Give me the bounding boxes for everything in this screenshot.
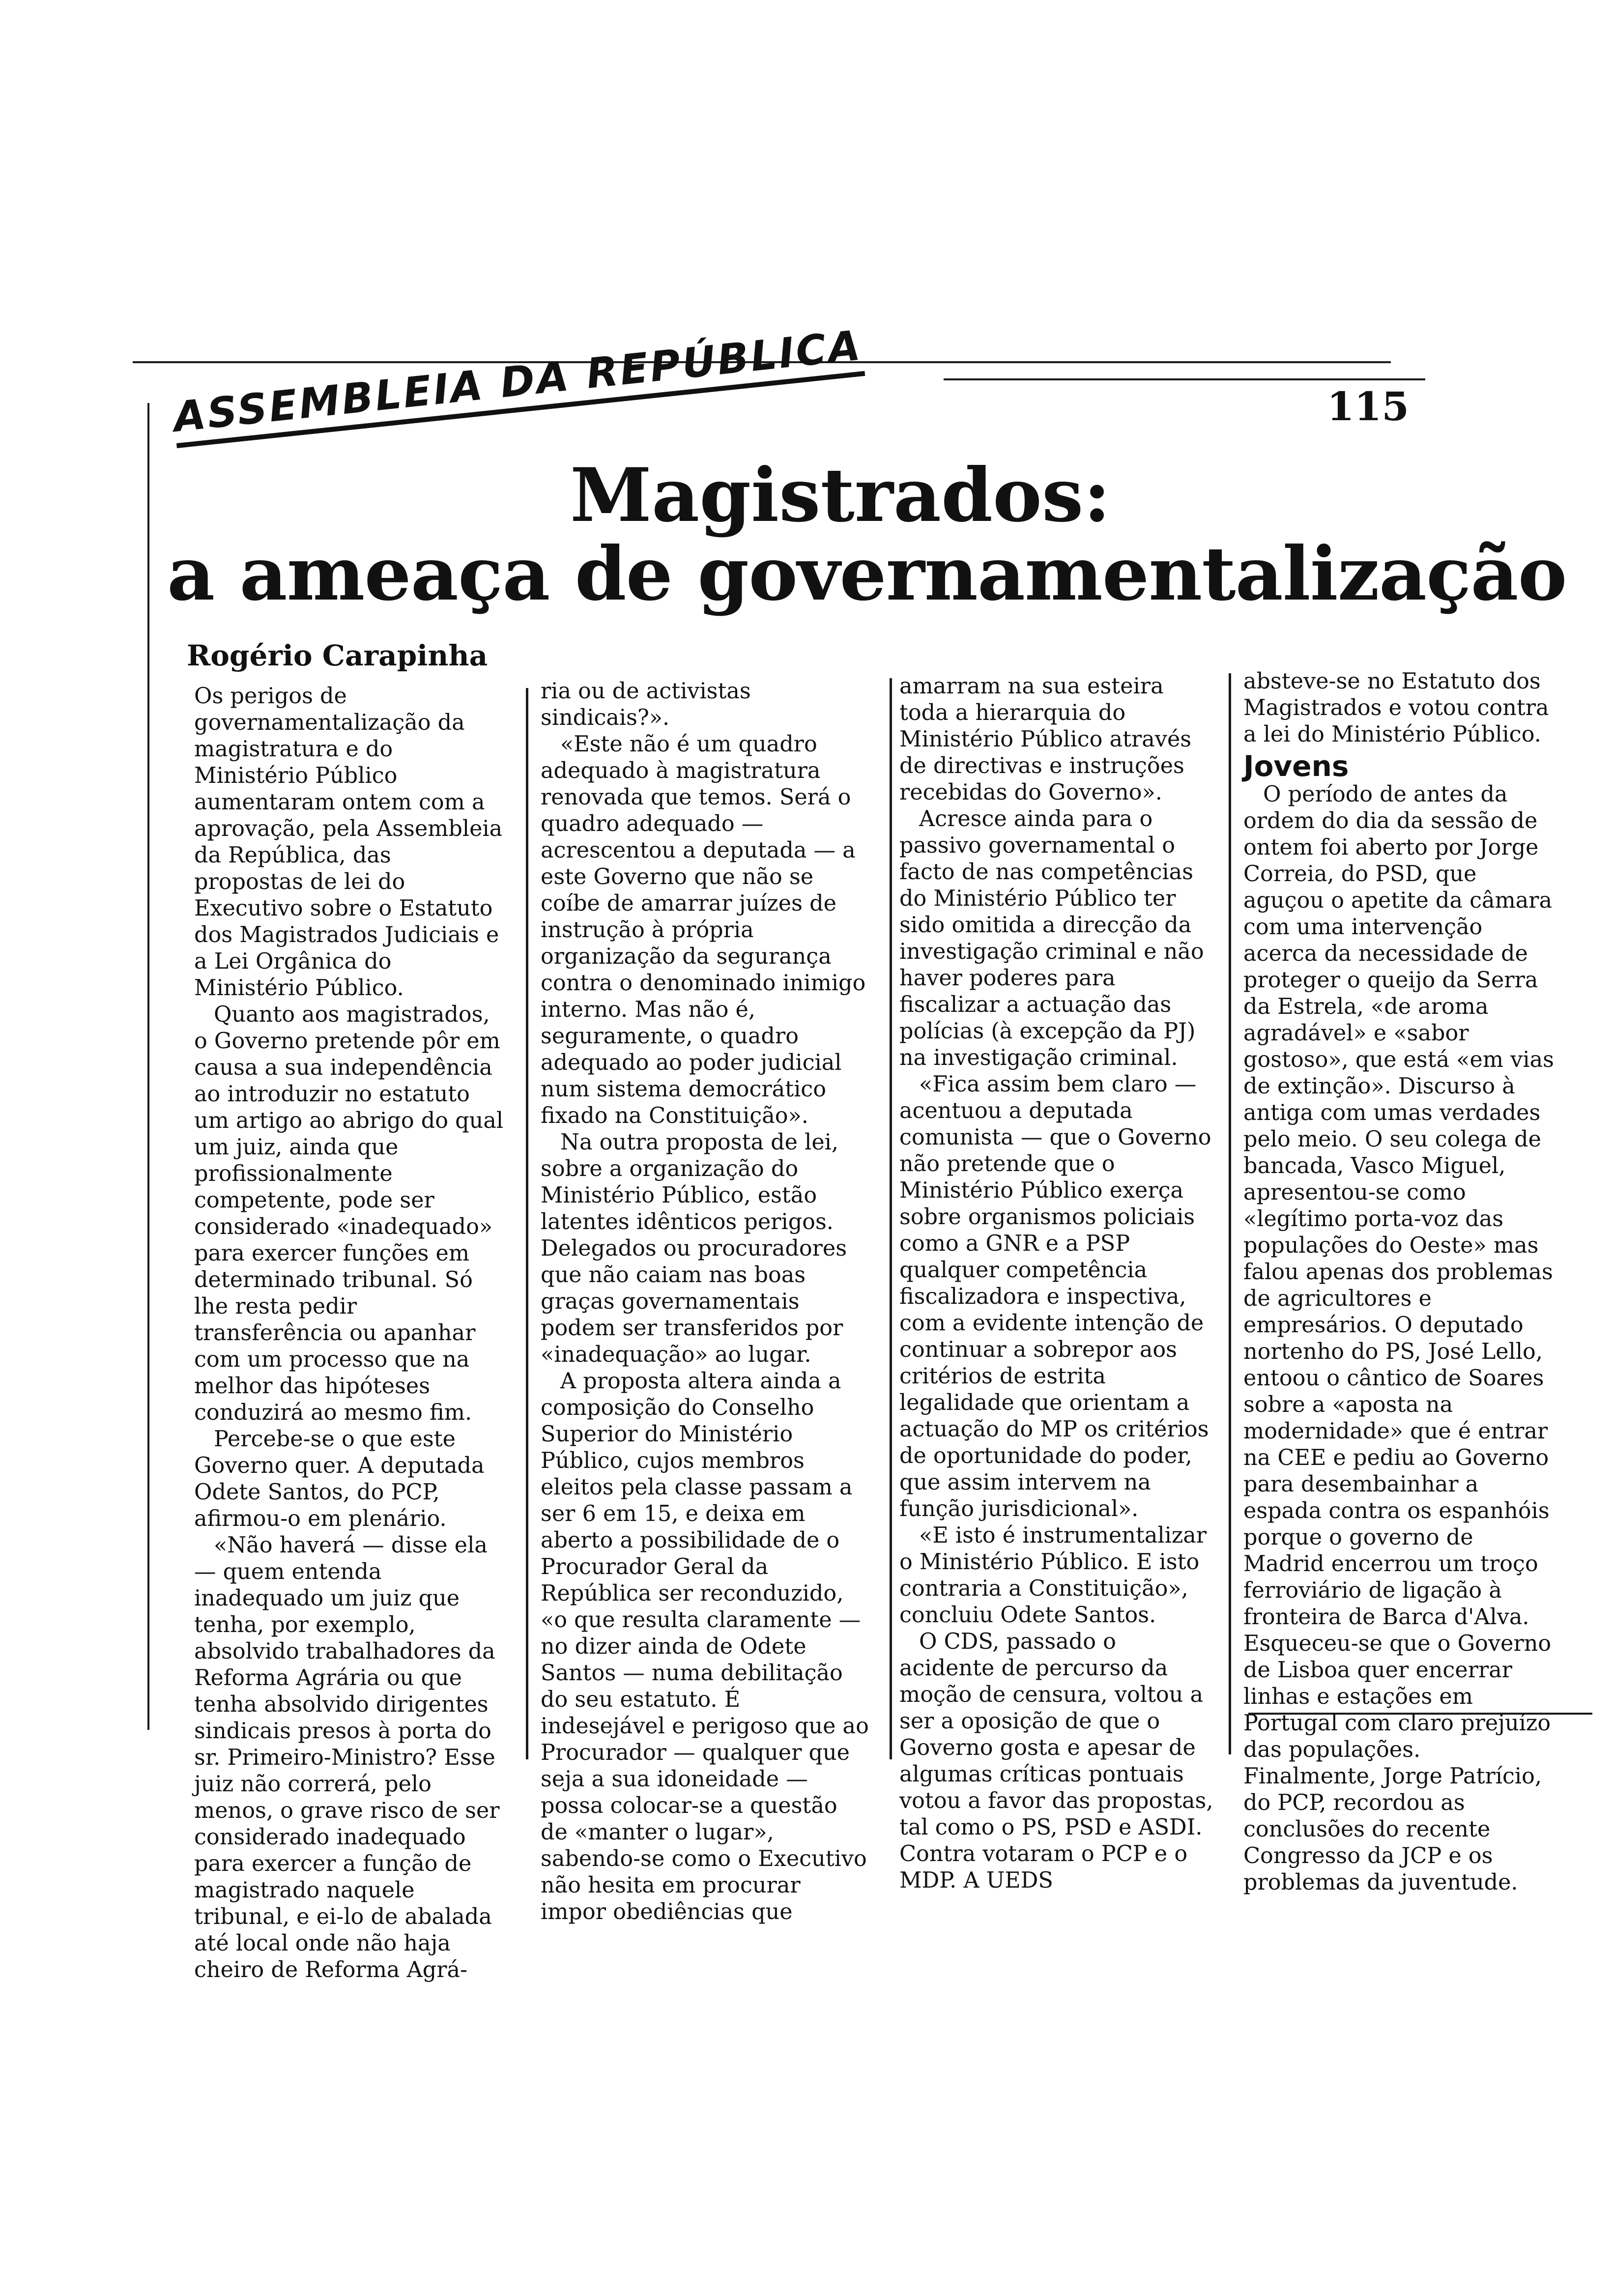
paragraph: amarram na sua esteira toda a hierarquia do Ministério Público através de directivas e instruções recebidas do Governo».	[899, 674, 1192, 805]
column-divider-3	[1229, 673, 1231, 1754]
article-column-2	[541, 678, 870, 1925]
headline-line-2: a ameaça de governamentalização	[167, 531, 1567, 617]
byline: Rogério Carapinha	[187, 639, 488, 672]
paragraph: absteve-se no Estatuto dos Magistrados e votou contra a lei do Ministério Público.	[1243, 669, 1549, 747]
article-column-3	[899, 673, 1214, 1894]
paragraph: Os perigos de governamentalização da magistratura e do Ministério Público aumentaram ontem com a aprovação, pela Assembleia da República, das propostas de lei do Executivo sobre o Estatuto dos Magistrados Judiciais e a Lei Orgânica do Ministério Público.	[194, 684, 503, 1001]
paragraph: Na outra proposta de lei, sobre a organização do Ministério Público, estão latentes idênticos perigos. Delegados ou procuradores que não caiam nas boas graças governamentais podem ser transferidos por «inadequação» ao lugar.	[541, 1130, 847, 1367]
header-rule-right	[944, 378, 1425, 380]
paragraph: O período de antes da ordem do dia da sessão de ontem foi aberto por Jorge Correia, do PSD, que aguçou o apetite da câmara com uma intervenção acerca da necessidade de proteger o queijo da Serra da Estrela, «de aroma agradável» e «sabor gostoso», que está «em vias de extinção». Discurso à antiga com umas verdades pelo meio. O seu colega de bancada, Vasco Miguel, apresentou-se como «legítimo porta-voz das populações do Oeste» mas falou apenas dos problemas de agricultores e empresários. O deputado nortenho do PS, José Lello, entoou o cântico de Soares sobre a «aposta na modernidade» que é entrar na CEE e pediu ao Governo para desembainhar a espada contra os espanhóis porque o governo de Madrid encerrou um troço ferroviário de ligação à fronteira de Barca d'Alva. Esqueceu-se que o Governo de Lisboa quer encerrar linhas e estações em Portugal com claro prejuízo das populações. Finalmente, Jorge Patrício, do PCP, recordou as conclusões do recente Congresso da JCP e os problemas da juventude.	[1243, 782, 1554, 1895]
paragraph: «Fica assim bem claro — acentuou a deputada comunista — que o Governo não pretende que o Ministério Público exerça sobre organismos policiais como a GNR e a PSP qualquer competência fiscalizadora e inspectiva, com a evidente intenção de continuar a sobrepor aos critérios de estrita legalidade que orientam a actuação do MP os critérios de oportunidade do poder, que assim intervem na função jurisdicional».	[899, 1072, 1211, 1521]
paragraph: «E isto é instrumentalizar o Ministério Público. E isto contraria a Constituição», concluiu Odete Santos.	[899, 1523, 1207, 1628]
paragraph: Quanto aos magistrados, o Governo pretende pôr em causa a sua independência ao introduzir no estatuto um artigo ao abrigo do qual um juiz, ainda que profissionalmente competente, pode ser considerado «inadequado» para exercer funções em determinado tribunal. Só lhe resta pedir transferência ou apanhar com um processo que na melhor das hipóteses conduzirá ao mesmo fim.	[194, 1002, 504, 1425]
subheading: Jovens	[1243, 749, 1349, 783]
paragraph: O CDS, passado o acidente de percurso da moção de censura, voltou a ser a oposição de que o Governo gosta e apesar de algumas críticas pontuais votou a favor das propostas, tal como o PS, PSD e ASDI. Contra votaram o PCP e o MDP. A UEDS	[899, 1629, 1213, 1893]
section-kicker: ASSEMBLEIA DA REPÚBLICA	[171, 321, 865, 448]
page-number-stamp: 115	[1327, 383, 1409, 430]
paragraph: ria ou de activistas sindicais?».	[541, 679, 751, 730]
headline-line-1: Magistrados:	[570, 452, 1111, 539]
paragraph: Acresce ainda para o passivo governamental o facto de nas competências do Ministério Público ter sido omitida a direcção da investigação criminal e não haver poderes para fiscalizar a actuação das polícias (à excepção da PJ) na investigação criminal.	[899, 806, 1204, 1070]
column-divider-1	[526, 688, 528, 1759]
column-divider-2	[890, 678, 892, 1759]
paragraph: «Não haverá — disse ela — quem entenda inadequado um juiz que tenha, por exemplo, absolvido trabalhadores da Reforma Agrária ou que tenha absolvido dirigentes sindicais presos à porta do sr. Primeiro-Ministro? Esse juiz não correrá, pelo menos, o grave risco de ser considerado inadequado para exercer a função de magistrado naquele tribunal, e ei-lo de abalada até local onde não haja cheiro de Reforma Agrá-	[194, 1533, 500, 1982]
paragraph: A proposta altera ainda a composição do Conselho Superior do Ministério Público, cujos membros eleitos pela classe passam a ser 6 em 15, e deixa em aberto a possibilidade de o Procurador Geral da República ser reconduzido, «o que resulta claramente — no dizer ainda de Odete Santos — numa debilitação do seu estatuto. É indesejável e perigoso que ao Procurador — qualquer que seja a sua idoneidade — possa colocar-se a questão de «manter o lugar», sabendo-se como o Executivo não hesita em procurar impor obediências que	[541, 1369, 869, 1924]
left-margin-rule	[147, 403, 149, 1730]
article-column-4	[1243, 668, 1558, 1896]
paragraph: «Este não é um quadro adequado à magistratura renovada que temos. Será o quadro adequado — acrescentou a deputada — a este Governo que não se coíbe de amarrar juízes de instrução à própria organização da segurança contra o denominado inimigo interno. Mas não é, seguramente, o quadro adequado ao poder judicial num sistema democrático fixado na Constituição».	[541, 732, 866, 1128]
paragraph: Percebe-se o que este Governo quer. A deputada Odete Santos, do PCP, afirmou-o em plenário.	[194, 1427, 485, 1531]
article-column-1	[194, 683, 504, 1983]
